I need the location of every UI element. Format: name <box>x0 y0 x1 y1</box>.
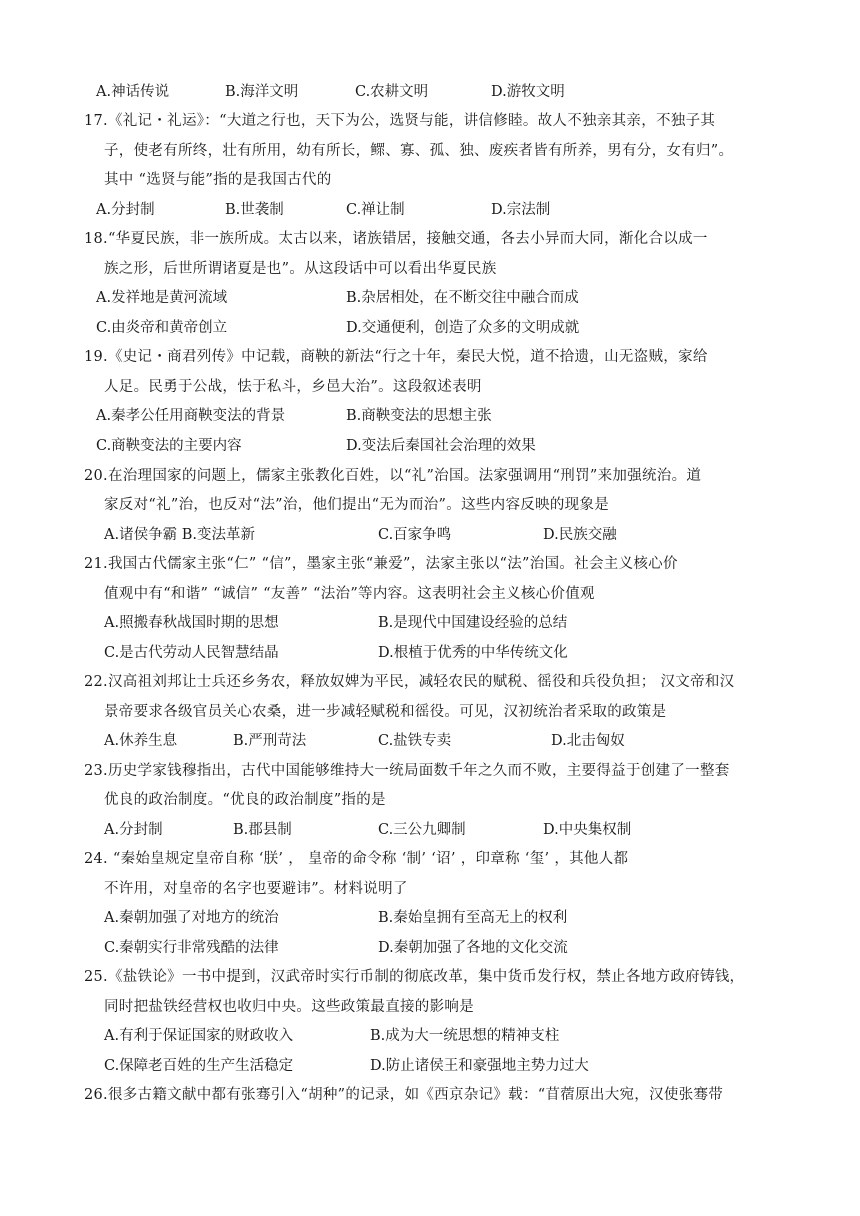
option-c: C.商鞅变法的主要内容 <box>96 438 242 454</box>
question-text-line: 不许用，对皇帝的名字也要避讳”。材料说明了 <box>104 881 408 897</box>
question-text-line: 21.我国古代儒家主张“仁” “信”，墨家主张“兼爱”，法家主张以“法”治国。社会主义核心价 <box>84 556 678 572</box>
option-d: D.变法后秦国社会治理的效果 <box>346 438 536 454</box>
option-c: C.农耕文明 <box>355 84 429 100</box>
option-d: D.民族交融 <box>543 527 617 543</box>
option-d: D.秦朝加强了各地的文化交流 <box>378 940 568 956</box>
option-c: C.是古代劳动人民智慧结晶 <box>104 645 279 661</box>
option-d: D.根植于优秀的中华传统文化 <box>378 645 568 661</box>
question-text-line: 族之形，后世所谓诸夏是也”。从这段话中可以看出华夏民族 <box>104 261 497 277</box>
option-b: B.秦始皇拥有至高无上的权利 <box>378 910 568 926</box>
option-a: A.分封制 <box>96 202 155 218</box>
option-c: C.保障老百姓的生产生活稳定 <box>104 1058 294 1074</box>
question-text-line: 18.“华夏民族，非一族所成。太古以来，诸族错居，接触交通，各去小异而大同，渐化合以成一 <box>84 231 708 247</box>
option-a: A.发祥地是黄河流域 <box>96 290 228 306</box>
option-d: D.交通便利，创造了众多的文明成就 <box>346 320 580 336</box>
question-text-line: 优良的政治制度。“优良的政治制度”指的是 <box>104 792 386 808</box>
question-text-line: 人足。民勇于公战，怯于私斗，乡邑大治”。这段叙述表明 <box>104 379 482 395</box>
option-c: C.由炎帝和黄帝创立 <box>96 320 228 336</box>
option-b: B.世袭制 <box>225 202 284 218</box>
question-text-line: 22.汉高祖刘邦让士兵还乡务农，释放奴婢为平民，减轻农民的赋税、徭役和兵役负担； 汉文帝和汉 <box>84 674 735 690</box>
question-text-line: 景帝要求各级官员关心农桑，进一步减轻赋税和徭役。可见，汉初统治者采取的政策是 <box>104 704 667 720</box>
option-d: D.中央集权制 <box>543 822 632 838</box>
question-text-line: 17.《礼记・礼运》：“大道之行也，天下为公，选贤与能，讲信修睦。故人不独亲其亲，不独子其 <box>84 113 716 129</box>
question-text-line: 其中 “选贤与能”指的是我国古代的 <box>104 172 332 188</box>
option-a: A.秦朝加强了对地方的统治 <box>104 910 279 926</box>
question-text-line: 23.历史学家钱穆指出，古代中国能够维持大一统局面数千年之久而不败，主要得益于创建了一整套 <box>84 763 730 779</box>
option-c: C.禅让制 <box>346 202 405 218</box>
option-c: C.百家争鸣 <box>378 527 452 543</box>
question-text-line: 子，使老有所终，壮有所用，幼有所长，鳏、寡、孤、独、废疾者皆有所养，男有分，女有归”。 <box>104 143 734 159</box>
option-a: A.照搬春秋战国时期的思想 <box>104 615 279 631</box>
option-a: A.秦孝公任用商鞅变法的背景 <box>96 408 286 424</box>
option-b: B.商鞅变法的思想主张 <box>346 408 492 424</box>
option-d: D.防止诸侯王和豪强地主势力过大 <box>370 1058 589 1074</box>
option-b: B.严刑苛法 <box>233 733 307 749</box>
question-text-line: 24. “秦始皇规定皇帝自称 ‘朕’ ， 皇帝的命令称 ‘制’ ‘诏’ ，印章称 ‘玺’ ，其他人都 <box>84 851 629 867</box>
option-a-b: A.诸侯争霸 B.变法革新 <box>104 527 255 543</box>
option-d: D.游牧文明 <box>491 84 565 100</box>
question-text-line: 25.《盐铁论》一书中提到，汉武帝时实行币制的彻底改革，集中货币发行权，禁止各地方政府铸钱， <box>84 969 745 985</box>
question-text-line: 19.《史记・商君列传》中记载，商鞅的新法“行之十年，秦民大悦，道不拾遗，山无盗贼，家给 <box>84 349 708 365</box>
option-b: B.杂居相处，在不断交往中融合而成 <box>346 290 579 306</box>
option-b: B.是现代中国建设经验的总结 <box>378 615 568 631</box>
option-b: B.成为大一统思想的精神支柱 <box>370 1028 560 1044</box>
option-c: C.秦朝实行非常残酷的法律 <box>104 940 279 956</box>
option-a: A.分封制 <box>104 822 163 838</box>
option-b: B.郡县制 <box>233 822 292 838</box>
question-text-line: 家反对“礼”治，也反对“法”治，他们提出“无为而治”。这些内容反映的现象是 <box>104 497 610 513</box>
option-d: D.北击匈奴 <box>551 733 625 749</box>
option-a: A.休养生息 <box>104 733 178 749</box>
option-c: C.盐铁专卖 <box>378 733 452 749</box>
option-c: C.三公九卿制 <box>378 822 466 838</box>
question-text-line: 20.在治理国家的问题上，儒家主张教化百姓，以“礼”治国。法家强调用“刑罚”来加强统治。道 <box>84 468 702 484</box>
option-b: B.海洋文明 <box>225 84 299 100</box>
option-d: D.宗法制 <box>491 202 551 218</box>
option-a: A.有利于保证国家的财政收入 <box>104 1028 294 1044</box>
option-a: A.神话传说 <box>96 84 170 100</box>
question-text-line: 值观中有“和谐” “诚信” “友善” “法治”等内容。这表明社会主义核心价值观 <box>104 586 595 602</box>
question-text-line: 26.很多古籍文献中都有张骞引入“胡种”的记录，如《西京杂记》载：“苜蓿原出大宛，汉使张骞带 <box>84 1087 724 1103</box>
question-text-line: 同时把盐铁经营权也收归中央。这些政策最直接的影响是 <box>104 999 474 1015</box>
